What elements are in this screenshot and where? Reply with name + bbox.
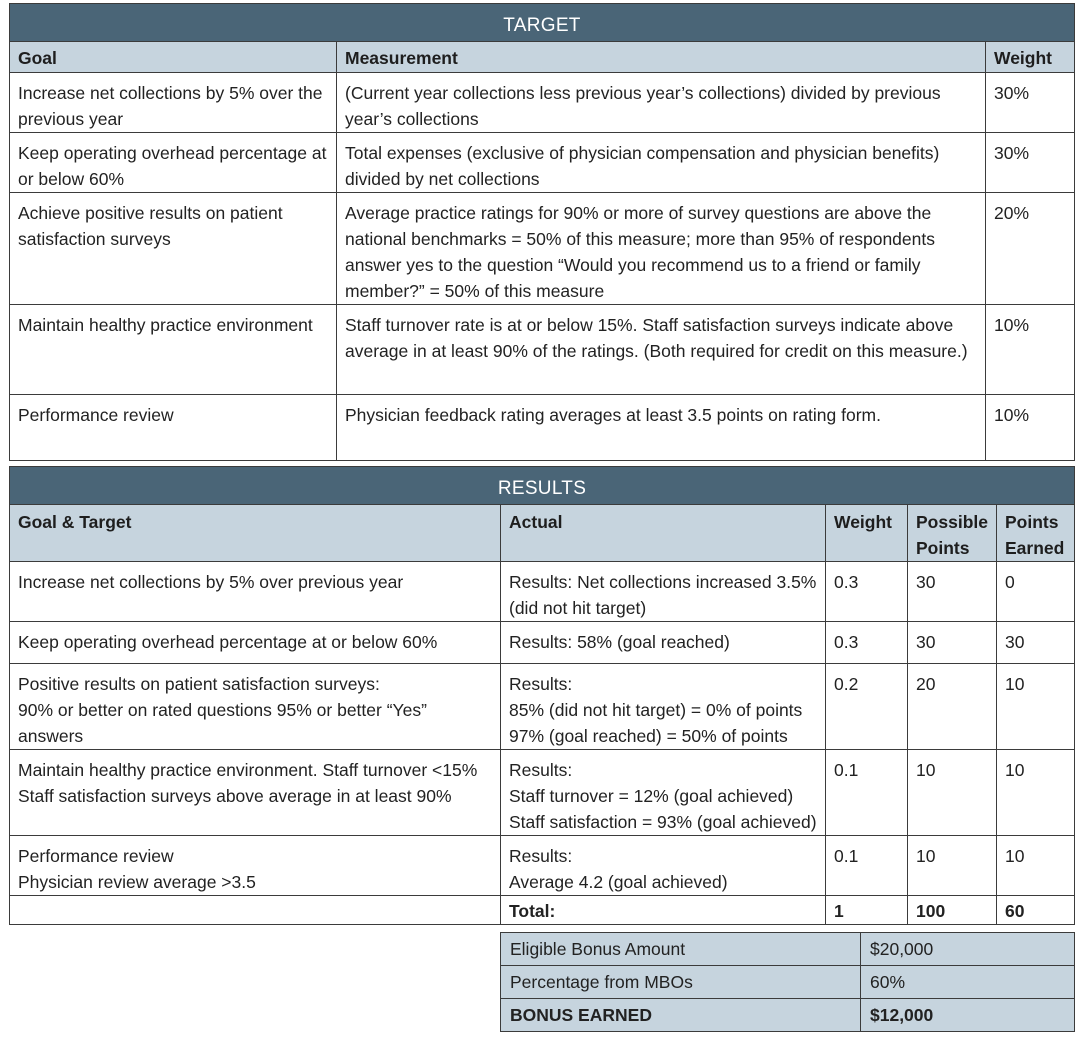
goal-header: Goal xyxy=(10,42,337,73)
total-spacer-cell xyxy=(10,896,501,925)
actual-line: 85% (did not hit target) = 0% of points xyxy=(509,700,803,720)
actual-line: Results: xyxy=(509,760,573,780)
weight-cell: 0.3 xyxy=(826,562,908,622)
goal-target-cell xyxy=(10,750,501,836)
actual-cell xyxy=(501,562,826,622)
table-row xyxy=(10,305,1075,395)
actual-cell xyxy=(501,750,826,836)
target-header-row xyxy=(10,42,1075,73)
possible-points-cell: 10 xyxy=(908,836,997,896)
points-earned-cell: 10 xyxy=(997,664,1075,750)
bonus-table xyxy=(500,932,1075,1032)
table-row xyxy=(10,395,1075,461)
goal-line: Positive results on patient satisfaction surveys: xyxy=(18,674,380,694)
bonus-value: 60% xyxy=(861,966,1075,999)
measurement-cell: (Current year collections less previous year’s collections) divided by previous year’s collections xyxy=(337,73,986,133)
target-title: TARGET xyxy=(10,4,1075,42)
actual-line: Average 4.2 (goal achieved) xyxy=(509,872,728,892)
actual-line: Results: xyxy=(509,674,573,694)
goal-target-cell xyxy=(10,622,501,664)
bonus-label: BONUS EARNED xyxy=(501,999,861,1032)
actual-line: (did not hit target) xyxy=(509,598,647,618)
table-row xyxy=(10,750,1075,836)
results-title: RESULTS xyxy=(10,467,1075,505)
table-row xyxy=(10,73,1075,133)
goal-line: Physician review average >3.5 xyxy=(18,872,256,892)
results-header-row xyxy=(10,505,1075,562)
measurement-cell: Average practice ratings for 90% or more of survey questions are above the national benchmarks = 50% of this measure; more than 95% of respondents answer yes to the question “Would you recommend us to a friend or family member?” = 50% of this measure xyxy=(337,193,986,305)
actual-cell xyxy=(501,836,826,896)
table-row xyxy=(10,622,1075,664)
actual-line: Staff turnover = 12% (goal achieved) xyxy=(509,786,794,806)
results-table xyxy=(9,466,1075,925)
measurement-cell: Staff turnover rate is at or below 15%. Staff satisfaction surveys indicate above average in at least 90% of the ratings. (Both required for credit on this measure.) xyxy=(337,305,986,395)
table-row xyxy=(10,836,1075,896)
actual-line: Results: 58% (goal reached) xyxy=(509,632,730,652)
goal-cell: Maintain healthy practice environment xyxy=(10,305,337,395)
goal-line: Increase net collections by 5% over previous year xyxy=(18,572,404,592)
actual-header: Actual xyxy=(501,505,826,562)
goal-target-cell xyxy=(10,562,501,622)
goal-target-header: Goal & Target xyxy=(10,505,501,562)
points-earned-header: Points Earned xyxy=(997,505,1075,562)
weight-header: Weight xyxy=(826,505,908,562)
weight-cell: 10% xyxy=(986,395,1075,461)
measurement-header: Measurement xyxy=(337,42,986,73)
actual-line: Results: xyxy=(509,846,573,866)
weight-header: Weight xyxy=(986,42,1075,73)
weight-cell: 20% xyxy=(986,193,1075,305)
measurement-cell: Physician feedback rating averages at least 3.5 points on rating form. xyxy=(337,395,986,461)
table-row xyxy=(10,133,1075,193)
goal-line: Keep operating overhead percentage at or below 60% xyxy=(18,632,438,652)
target-table xyxy=(9,3,1075,461)
weight-cell: 0.1 xyxy=(826,836,908,896)
bonus-label: Percentage from MBOs xyxy=(501,966,861,999)
possible-points-cell: 20 xyxy=(908,664,997,750)
goal-line: 90% or better on rated questions 95% or better “Yes” answers xyxy=(18,700,427,746)
bonus-row xyxy=(501,933,1075,966)
goal-cell: Performance review xyxy=(10,395,337,461)
total-label: Total: xyxy=(501,896,826,925)
bonus-row xyxy=(501,966,1075,999)
actual-cell xyxy=(501,622,826,664)
weight-cell: 0.3 xyxy=(826,622,908,664)
table-row xyxy=(10,562,1075,622)
points-earned-cell: 10 xyxy=(997,836,1075,896)
goal-target-cell xyxy=(10,836,501,896)
points-earned-cell: 0 xyxy=(997,562,1075,622)
target-title-row xyxy=(10,4,1075,42)
actual-cell xyxy=(501,664,826,750)
points-earned-cell: 10 xyxy=(997,750,1075,836)
goal-cell: Increase net collections by 5% over the previous year xyxy=(10,73,337,133)
results-title-row xyxy=(10,467,1075,505)
bonus-label: Eligible Bonus Amount xyxy=(501,933,861,966)
bonus-earned-row xyxy=(501,999,1075,1032)
table-row xyxy=(10,193,1075,305)
weight-cell: 30% xyxy=(986,73,1075,133)
total-possible: 100 xyxy=(908,896,997,925)
actual-line: 97% (goal reached) = 50% of points xyxy=(509,726,788,746)
table-row xyxy=(10,664,1075,750)
goal-cell: Achieve positive results on patient satisfaction surveys xyxy=(10,193,337,305)
bonus-value: $12,000 xyxy=(861,999,1075,1032)
weight-cell: 0.2 xyxy=(826,664,908,750)
weight-cell: 0.1 xyxy=(826,750,908,836)
weight-cell: 10% xyxy=(986,305,1075,395)
possible-points-cell: 30 xyxy=(908,622,997,664)
possible-points-cell: 30 xyxy=(908,562,997,622)
goal-line: Performance review xyxy=(18,846,174,866)
possible-points-header: Possible Points xyxy=(908,505,997,562)
goal-line: Staff satisfaction surveys above average in at least 90% xyxy=(18,786,452,806)
goal-line: Maintain healthy practice environment. Staff turnover <15% xyxy=(18,760,478,780)
weight-cell: 30% xyxy=(986,133,1075,193)
points-earned-cell: 30 xyxy=(997,622,1075,664)
goal-cell: Keep operating overhead percentage at or below 60% xyxy=(10,133,337,193)
possible-points-cell: 10 xyxy=(908,750,997,836)
actual-line: Staff satisfaction = 93% (goal achieved) xyxy=(509,812,817,832)
goal-target-cell xyxy=(10,664,501,750)
total-earned: 60 xyxy=(997,896,1075,925)
measurement-cell: Total expenses (exclusive of physician compensation and physician benefits) divided by net collections xyxy=(337,133,986,193)
bonus-value: $20,000 xyxy=(861,933,1075,966)
total-weight: 1 xyxy=(826,896,908,925)
total-row xyxy=(10,896,1075,925)
actual-line: Results: Net collections increased 3.5% xyxy=(509,572,817,592)
